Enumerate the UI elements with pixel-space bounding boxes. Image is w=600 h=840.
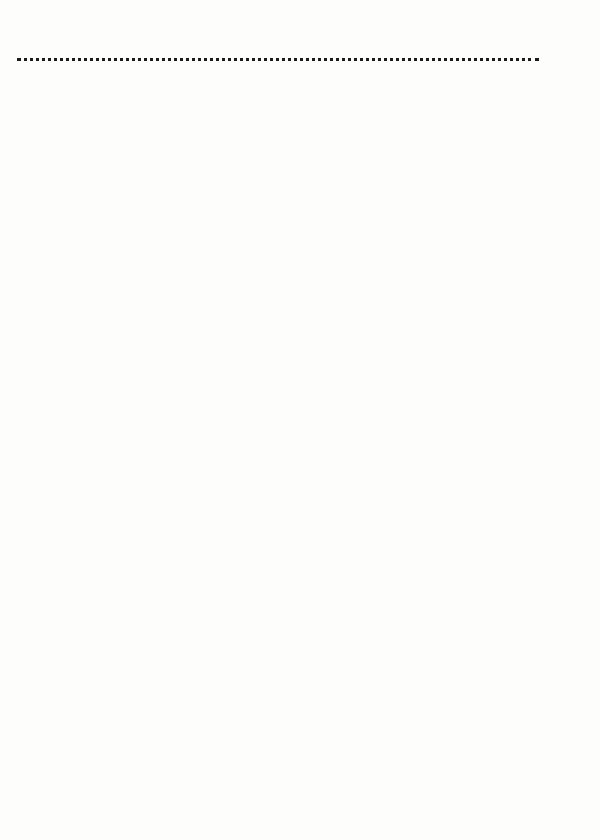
dot-leader	[17, 58, 539, 61]
chapter-heading-row	[13, 43, 582, 64]
